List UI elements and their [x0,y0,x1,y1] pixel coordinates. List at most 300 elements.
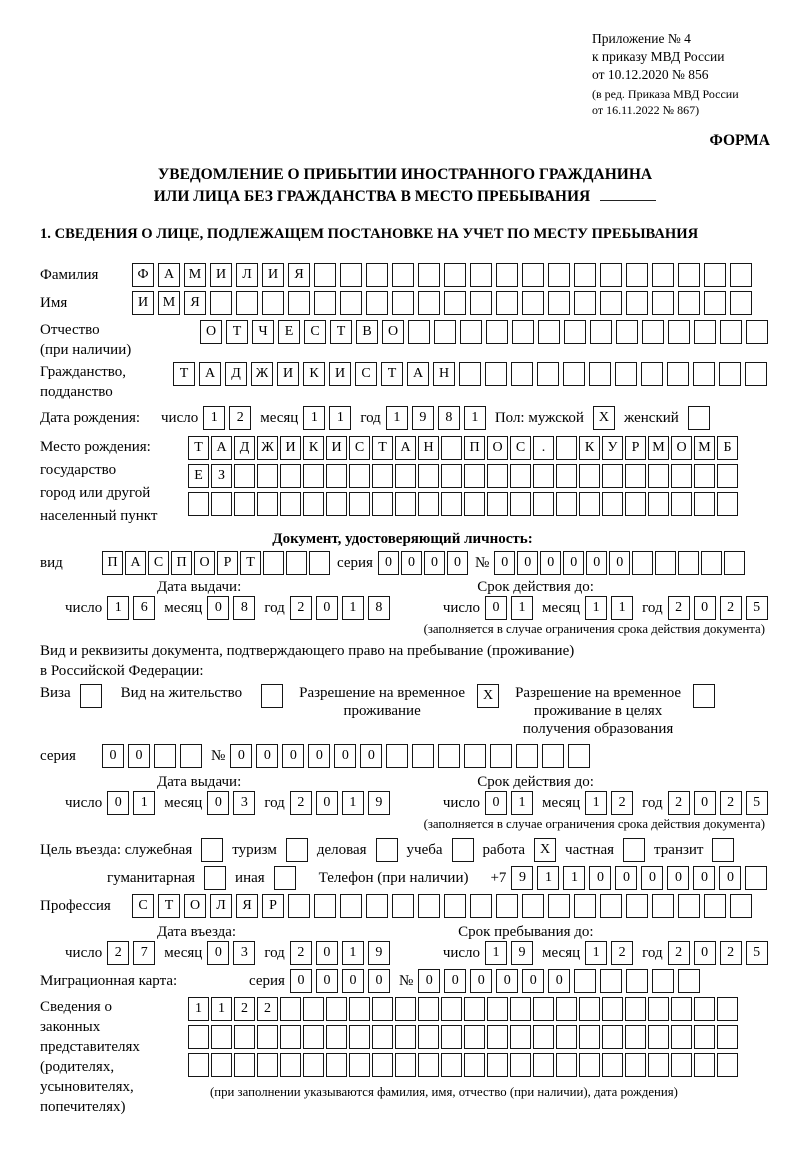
char-box[interactable] [460,320,482,344]
char-box[interactable]: 0 [256,744,278,768]
char-box[interactable] [372,464,393,488]
char-box[interactable]: 0 [517,551,538,575]
char-box[interactable] [568,744,590,768]
char-box[interactable] [626,291,648,315]
char-box[interactable] [280,1053,301,1077]
char-box[interactable] [210,291,232,315]
char-box[interactable] [533,1025,554,1049]
char-box[interactable]: 1 [511,596,533,620]
char-box[interactable]: 0 [694,596,716,620]
char-box[interactable]: Ж [251,362,273,386]
char-box[interactable]: О [194,551,215,575]
char-box[interactable] [470,291,492,315]
char-box[interactable]: 1 [464,406,486,430]
char-box[interactable]: 0 [424,551,445,575]
temp-residence-education-checkbox[interactable] [693,684,715,708]
char-box[interactable]: Н [418,436,439,460]
char-box[interactable] [257,464,278,488]
char-box[interactable] [652,263,674,287]
char-box[interactable] [668,320,690,344]
char-box[interactable]: 0 [107,791,129,815]
char-box[interactable] [340,263,362,287]
char-box[interactable] [314,263,336,287]
char-box[interactable]: 0 [401,551,422,575]
char-box[interactable]: О [487,436,508,460]
char-box[interactable] [671,492,692,516]
char-box[interactable] [641,362,663,386]
char-box[interactable]: К [579,436,600,460]
char-box[interactable] [340,291,362,315]
char-box[interactable]: 9 [368,941,390,965]
char-box[interactable] [678,291,700,315]
char-box[interactable] [510,1053,531,1077]
char-box[interactable]: 9 [511,866,533,890]
char-box[interactable] [602,1053,623,1077]
char-box[interactable] [303,1053,324,1077]
char-box[interactable] [579,1025,600,1049]
char-box[interactable]: 0 [548,969,570,993]
char-box[interactable] [340,894,362,918]
char-box[interactable] [470,894,492,918]
char-box[interactable]: А [211,436,232,460]
char-box[interactable] [579,1053,600,1077]
char-box[interactable] [579,492,600,516]
char-box[interactable]: 0 [230,744,252,768]
char-box[interactable]: Р [262,894,284,918]
char-box[interactable] [533,1053,554,1077]
char-box[interactable]: У [602,436,623,460]
char-box[interactable] [704,894,726,918]
char-box[interactable] [556,464,577,488]
char-box[interactable] [511,362,533,386]
char-box[interactable] [444,263,466,287]
char-box[interactable] [280,997,301,1021]
char-box[interactable] [745,866,767,890]
char-box[interactable] [625,1025,646,1049]
char-box[interactable]: И [210,263,232,287]
char-box[interactable] [349,997,370,1021]
char-box[interactable]: 0 [207,596,229,620]
char-box[interactable] [434,320,456,344]
char-box[interactable]: 0 [641,866,663,890]
char-box[interactable]: 0 [485,596,507,620]
char-box[interactable]: П [102,551,123,575]
char-box[interactable] [632,551,653,575]
char-box[interactable]: С [132,894,154,918]
char-box[interactable] [730,894,752,918]
char-box[interactable] [326,464,347,488]
char-box[interactable] [280,464,301,488]
char-box[interactable] [418,1053,439,1077]
char-box[interactable] [671,464,692,488]
char-box[interactable]: 0 [334,744,356,768]
char-box[interactable]: 0 [494,551,515,575]
char-box[interactable] [349,1053,370,1077]
char-box[interactable] [372,492,393,516]
char-box[interactable] [648,492,669,516]
char-box[interactable]: 0 [102,744,124,768]
char-box[interactable] [548,263,570,287]
char-box[interactable] [459,362,481,386]
purpose-transit-checkbox[interactable] [712,838,734,862]
char-box[interactable] [372,997,393,1021]
char-box[interactable] [180,744,202,768]
char-box[interactable] [730,291,752,315]
char-box[interactable] [648,1053,669,1077]
char-box[interactable]: 7 [133,941,155,965]
char-box[interactable] [574,894,596,918]
char-box[interactable] [349,1025,370,1049]
char-box[interactable] [745,362,767,386]
char-box[interactable] [257,1053,278,1077]
char-box[interactable] [392,291,414,315]
char-box[interactable] [694,492,715,516]
char-box[interactable] [717,464,738,488]
char-box[interactable] [303,464,324,488]
char-box[interactable] [600,894,622,918]
char-box[interactable] [719,362,741,386]
char-box[interactable]: 1 [188,997,209,1021]
char-box[interactable]: И [280,436,301,460]
char-box[interactable] [600,291,622,315]
char-box[interactable] [234,464,255,488]
char-box[interactable] [366,263,388,287]
char-box[interactable]: Д [225,362,247,386]
char-box[interactable] [485,362,507,386]
char-box[interactable]: 0 [667,866,689,890]
char-box[interactable]: 3 [233,791,255,815]
purpose-other-checkbox[interactable] [274,866,296,890]
char-box[interactable] [349,492,370,516]
char-box[interactable] [418,291,440,315]
char-box[interactable] [671,1053,692,1077]
char-box[interactable] [625,464,646,488]
char-box[interactable] [441,436,462,460]
char-box[interactable] [408,320,430,344]
char-box[interactable] [671,1025,692,1049]
char-box[interactable] [326,492,347,516]
char-box[interactable]: И [329,362,351,386]
char-box[interactable] [626,969,648,993]
char-box[interactable] [309,551,330,575]
char-box[interactable]: 0 [207,941,229,965]
char-box[interactable]: 2 [720,941,742,965]
char-box[interactable]: 1 [329,406,351,430]
char-box[interactable]: М [184,263,206,287]
char-box[interactable]: 1 [511,791,533,815]
char-box[interactable] [590,320,612,344]
char-box[interactable] [257,492,278,516]
char-box[interactable] [288,291,310,315]
char-box[interactable]: 1 [386,406,408,430]
char-box[interactable]: 2 [107,941,129,965]
char-box[interactable]: 0 [540,551,561,575]
char-box[interactable] [671,997,692,1021]
char-box[interactable] [602,1025,623,1049]
char-box[interactable]: 1 [133,791,155,815]
char-box[interactable]: О [671,436,692,460]
char-box[interactable] [678,263,700,287]
char-box[interactable] [717,492,738,516]
char-box[interactable]: В [356,320,378,344]
char-box[interactable] [470,263,492,287]
char-box[interactable] [533,997,554,1021]
sex-female-checkbox[interactable] [688,406,710,430]
char-box[interactable]: 1 [211,997,232,1021]
char-box[interactable] [625,997,646,1021]
char-box[interactable] [486,320,508,344]
char-box[interactable] [648,1025,669,1049]
char-box[interactable] [602,464,623,488]
char-box[interactable]: 0 [694,941,716,965]
char-box[interactable]: 0 [444,969,466,993]
char-box[interactable] [464,1025,485,1049]
char-box[interactable] [730,263,752,287]
char-box[interactable]: К [303,436,324,460]
char-box[interactable]: 2 [234,997,255,1021]
char-box[interactable]: 1 [537,866,559,890]
char-box[interactable]: 0 [609,551,630,575]
purpose-work-checkbox[interactable]: X [534,838,556,862]
char-box[interactable] [678,969,700,993]
char-box[interactable]: О [200,320,222,344]
char-box[interactable] [418,464,439,488]
char-box[interactable] [418,997,439,1021]
char-box[interactable]: 0 [485,791,507,815]
char-box[interactable] [667,362,689,386]
char-box[interactable]: 0 [128,744,150,768]
char-box[interactable]: П [171,551,192,575]
purpose-official-checkbox[interactable] [201,838,223,862]
char-box[interactable] [648,997,669,1021]
char-box[interactable] [487,492,508,516]
char-box[interactable] [280,492,301,516]
char-box[interactable]: 2 [290,596,312,620]
char-box[interactable] [487,997,508,1021]
char-box[interactable] [303,1025,324,1049]
char-box[interactable] [693,362,715,386]
char-box[interactable] [464,744,486,768]
char-box[interactable] [589,362,611,386]
char-box[interactable]: Р [625,436,646,460]
char-box[interactable]: 0 [342,969,364,993]
char-box[interactable] [626,894,648,918]
temp-residence-checkbox[interactable]: X [477,684,499,708]
char-box[interactable] [286,551,307,575]
char-box[interactable] [395,997,416,1021]
char-box[interactable] [563,362,585,386]
char-box[interactable] [652,894,674,918]
char-box[interactable]: О [184,894,206,918]
char-box[interactable]: 0 [522,969,544,993]
char-box[interactable] [487,464,508,488]
char-box[interactable] [746,320,768,344]
char-box[interactable] [303,997,324,1021]
char-box[interactable] [522,291,544,315]
char-box[interactable]: 0 [694,791,716,815]
char-box[interactable] [487,1053,508,1077]
char-box[interactable] [263,551,284,575]
char-box[interactable] [510,997,531,1021]
char-box[interactable] [395,464,416,488]
char-box[interactable]: Е [278,320,300,344]
char-box[interactable] [564,320,586,344]
char-box[interactable]: С [349,436,370,460]
char-box[interactable]: 2 [720,791,742,815]
char-box[interactable] [496,263,518,287]
char-box[interactable] [579,997,600,1021]
char-box[interactable] [372,1025,393,1049]
char-box[interactable]: 0 [378,551,399,575]
char-box[interactable]: 1 [342,791,364,815]
char-box[interactable]: 0 [563,551,584,575]
char-box[interactable]: 0 [586,551,607,575]
char-box[interactable] [303,492,324,516]
char-box[interactable]: 1 [585,596,607,620]
char-box[interactable] [574,291,596,315]
char-box[interactable] [314,291,336,315]
char-box[interactable] [392,263,414,287]
char-box[interactable] [512,320,534,344]
purpose-private-checkbox[interactable] [623,838,645,862]
char-box[interactable]: 2 [720,596,742,620]
char-box[interactable] [257,1025,278,1049]
char-box[interactable] [395,1025,416,1049]
char-box[interactable]: Я [184,291,206,315]
char-box[interactable]: 0 [719,866,741,890]
char-box[interactable]: Т [158,894,180,918]
char-box[interactable] [717,997,738,1021]
char-box[interactable]: 5 [746,791,768,815]
char-box[interactable] [234,1025,255,1049]
char-box[interactable] [694,1025,715,1049]
char-box[interactable] [188,1053,209,1077]
char-box[interactable]: Б [717,436,738,460]
char-box[interactable]: О [382,320,404,344]
char-box[interactable]: Т [381,362,403,386]
char-box[interactable]: А [158,263,180,287]
char-box[interactable]: 0 [207,791,229,815]
char-box[interactable]: 0 [290,969,312,993]
char-box[interactable]: 2 [668,791,690,815]
char-box[interactable]: Л [236,263,258,287]
char-box[interactable]: 1 [611,596,633,620]
char-box[interactable]: 0 [368,969,390,993]
char-box[interactable]: 9 [368,791,390,815]
char-box[interactable] [349,464,370,488]
char-box[interactable]: 1 [585,941,607,965]
char-box[interactable]: 9 [511,941,533,965]
residence-permit-checkbox[interactable] [261,684,283,708]
char-box[interactable] [438,744,460,768]
char-box[interactable] [626,263,648,287]
char-box[interactable]: 0 [360,744,382,768]
char-box[interactable]: 8 [233,596,255,620]
char-box[interactable] [496,291,518,315]
char-box[interactable]: . [533,436,554,460]
char-box[interactable]: К [303,362,325,386]
char-box[interactable] [211,1053,232,1077]
char-box[interactable]: С [510,436,531,460]
char-box[interactable] [441,464,462,488]
char-box[interactable]: 1 [303,406,325,430]
char-box[interactable]: Т [226,320,248,344]
char-box[interactable] [412,744,434,768]
char-box[interactable]: 5 [746,941,768,965]
char-box[interactable] [533,492,554,516]
char-box[interactable] [522,263,544,287]
char-box[interactable] [678,551,699,575]
char-box[interactable] [616,320,638,344]
char-box[interactable]: 1 [585,791,607,815]
char-box[interactable] [625,1053,646,1077]
char-box[interactable]: Я [288,263,310,287]
char-box[interactable] [537,362,559,386]
char-box[interactable]: 0 [316,791,338,815]
char-box[interactable]: Т [372,436,393,460]
purpose-business-checkbox[interactable] [376,838,398,862]
char-box[interactable]: Л [210,894,232,918]
char-box[interactable] [366,894,388,918]
char-box[interactable]: Р [217,551,238,575]
char-box[interactable]: 2 [257,997,278,1021]
char-box[interactable] [510,1025,531,1049]
visa-checkbox[interactable] [80,684,102,708]
char-box[interactable] [542,744,564,768]
char-box[interactable] [418,894,440,918]
char-box[interactable]: 0 [589,866,611,890]
char-box[interactable]: С [304,320,326,344]
char-box[interactable]: И [262,263,284,287]
char-box[interactable] [464,997,485,1021]
char-box[interactable] [188,1025,209,1049]
char-box[interactable] [188,492,209,516]
char-box[interactable] [280,1025,301,1049]
char-box[interactable] [556,436,577,460]
char-box[interactable] [602,492,623,516]
char-box[interactable] [326,1053,347,1077]
purpose-tourism-checkbox[interactable] [286,838,308,862]
char-box[interactable]: С [148,551,169,575]
char-box[interactable] [464,464,485,488]
char-box[interactable] [418,1025,439,1049]
char-box[interactable] [444,291,466,315]
char-box[interactable] [600,263,622,287]
char-box[interactable] [395,1053,416,1077]
char-box[interactable]: 8 [368,596,390,620]
char-box[interactable] [648,464,669,488]
char-box[interactable]: 8 [438,406,460,430]
char-box[interactable] [602,997,623,1021]
char-box[interactable] [211,1025,232,1049]
char-box[interactable]: З [211,464,232,488]
char-box[interactable]: 1 [563,866,585,890]
char-box[interactable]: 2 [668,941,690,965]
char-box[interactable]: 2 [229,406,251,430]
char-box[interactable] [326,997,347,1021]
char-box[interactable] [441,492,462,516]
char-box[interactable]: 0 [316,969,338,993]
char-box[interactable] [211,492,232,516]
char-box[interactable] [704,291,726,315]
char-box[interactable] [556,1053,577,1077]
char-box[interactable] [395,492,416,516]
char-box[interactable]: 0 [418,969,440,993]
char-box[interactable] [490,744,512,768]
char-box[interactable]: 0 [282,744,304,768]
char-box[interactable]: П [464,436,485,460]
char-box[interactable]: М [694,436,715,460]
